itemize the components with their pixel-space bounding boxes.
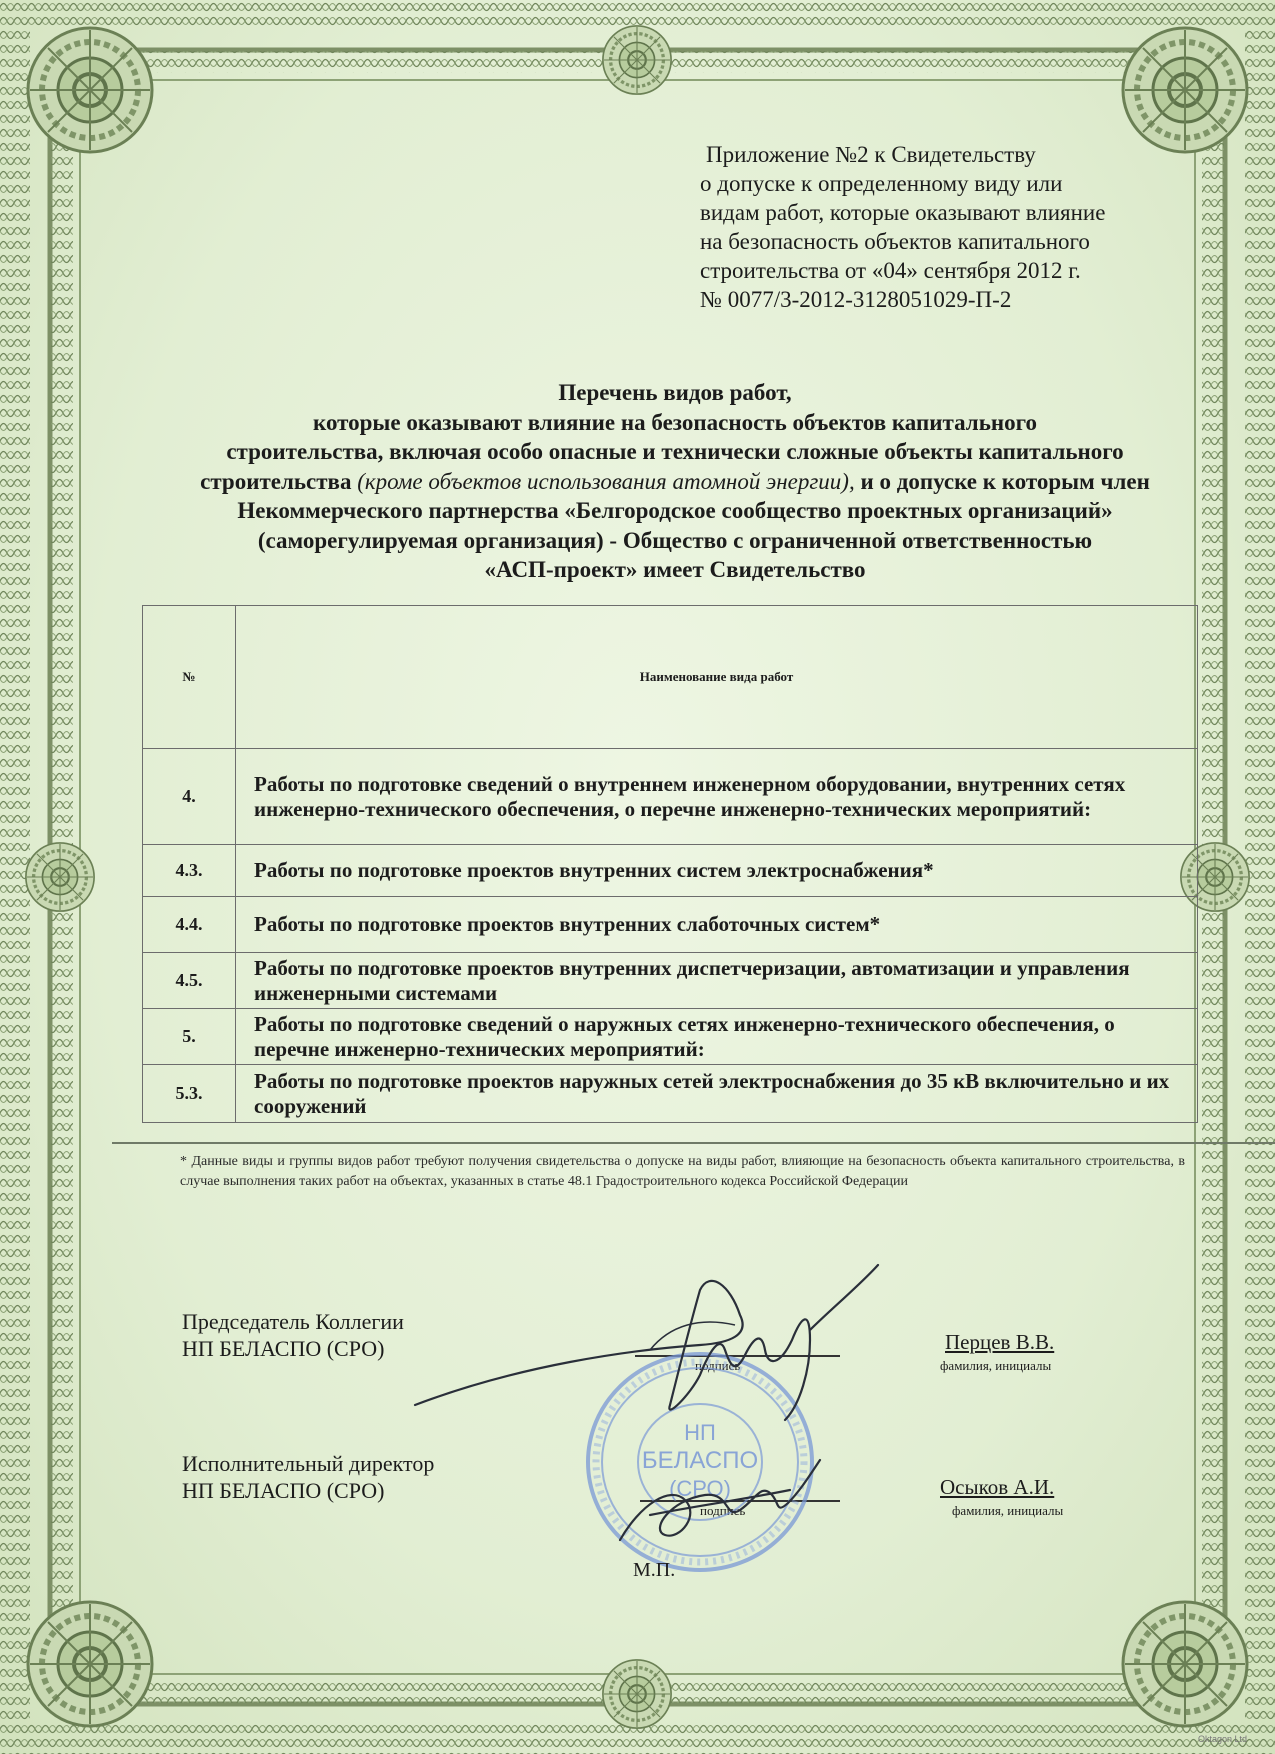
row-num: 4.4. [143, 897, 236, 953]
director-sign-caption: подпись [700, 1503, 746, 1518]
title-italic-note: (кроме объектов использования атомной энергии), [357, 468, 855, 494]
title-line: которые оказывают влияние на безопасность объектов капитального [313, 409, 1037, 435]
director-handwritten-signature [610, 1445, 830, 1555]
footnote-divider [112, 1142, 1275, 1144]
title-line: строительства, включая особо опасные и технически сложные объекты капитального [226, 439, 1124, 464]
row-name: Работы по подготовке сведений о внутреннем инженерном оборудовании, внутренних сетях инженерно-технического обеспечения, о перечне инженерно-технических мероприятий: [236, 749, 1198, 845]
appendix-line: видам работ, которые оказывают влияние [700, 200, 1106, 225]
title-line: Некоммерческого партнерства «Белгородское сообщество проектных организаций» [237, 498, 1113, 523]
table-row [143, 749, 1198, 845]
title-line: «АСП-проект» имеет Свидетельство [484, 557, 866, 582]
row-num: 4. [143, 749, 236, 845]
row-name: Работы по подготовке сведений о наружных сетях инженерно-технического обеспечения, о перечне инженерно-технических мероприятий: [236, 1009, 1198, 1065]
director-name-caption: фамилия, инициалы [952, 1503, 1064, 1518]
row-num: 5. [143, 1009, 236, 1065]
header-num: № [143, 606, 236, 749]
header-name: Наименование вида работ [236, 606, 1198, 749]
appendix-line: № 0077/3-2012-3128051029-П-2 [700, 287, 1012, 312]
appendix-line: строительства от «04» сентября 2012 г. [700, 258, 1081, 283]
appendix-line: на безопасность объектов капитального [700, 229, 1090, 254]
works-table [142, 605, 1198, 1123]
seal-text: (СРО) [669, 1476, 731, 1501]
chair-role-line: НП БЕЛАСПО (СРО) [182, 1336, 385, 1361]
director-role-line: Исполнительный директор [182, 1451, 435, 1476]
director-role-line: НП БЕЛАСПО (СРО) [182, 1478, 385, 1503]
row-name: Работы по подготовке проектов наружных сетей электроснабжения до 35 кВ включительно и их сооружений [236, 1065, 1198, 1123]
table-row [143, 845, 1198, 897]
chair-role [182, 1308, 404, 1362]
row-name: Работы по подготовке проектов внутренних систем электроснабжения* [236, 845, 1198, 897]
row-name: Работы по подготовке проектов внутренних диспетчеризации, автоматизации и управления инженерными системами [236, 953, 1198, 1009]
director-name: Осыков А.И. [940, 1475, 1055, 1499]
row-num: 5.3. [143, 1065, 236, 1123]
seal-text: БЕЛАСПО [641, 1447, 759, 1474]
appendix-line: о допуске к определенному виду или [700, 171, 1063, 196]
director-role [182, 1450, 434, 1504]
chair-sign-caption: подпись [695, 1358, 741, 1373]
chair-role-line: Председатель Коллегии [182, 1309, 404, 1334]
appendix-header [700, 140, 1180, 314]
title-line: (саморегулируемая организация) - Общество с ограниченной ответственностью [257, 527, 1093, 553]
title-line [150, 467, 1200, 497]
document-title [150, 378, 1200, 585]
title-fragment: строительства [200, 468, 352, 494]
table-row [143, 897, 1198, 953]
table-header-row [143, 606, 1198, 749]
table-row [143, 953, 1198, 1009]
seal-text: НП [684, 1420, 716, 1445]
row-num: 4.5. [143, 953, 236, 1009]
appendix-line: Приложение №2 к Свидетельству [706, 142, 1036, 167]
chair-handwritten-signature [400, 1255, 900, 1425]
title-line: Перечень видов работ, [558, 380, 792, 405]
seal-place-mark: М.П. [633, 1559, 676, 1581]
chair-name-caption: фамилия, инициалы [940, 1358, 1052, 1373]
table-row [143, 1065, 1198, 1123]
title-fragment: и о допуске к которым член [860, 468, 1150, 494]
footnote: * Данные виды и группы видов работ требуют получения свидетельства о допуске на виды работ, влияющие на безопасность объекта капитального строительства, в случае выполнения таких работ на объектах, указанных в статье 48.1 Градостроительного кодекса Российской Федерации [180, 1154, 1185, 1189]
row-num: 4.3. [143, 845, 236, 897]
chair-name: Перцев В.В. [945, 1330, 1055, 1354]
table-row [143, 1009, 1198, 1065]
row-name: Работы по подготовке проектов внутренних слаботочных систем* [236, 897, 1198, 953]
edge-mark: Oktagon Ltd [1197, 1734, 1247, 1744]
